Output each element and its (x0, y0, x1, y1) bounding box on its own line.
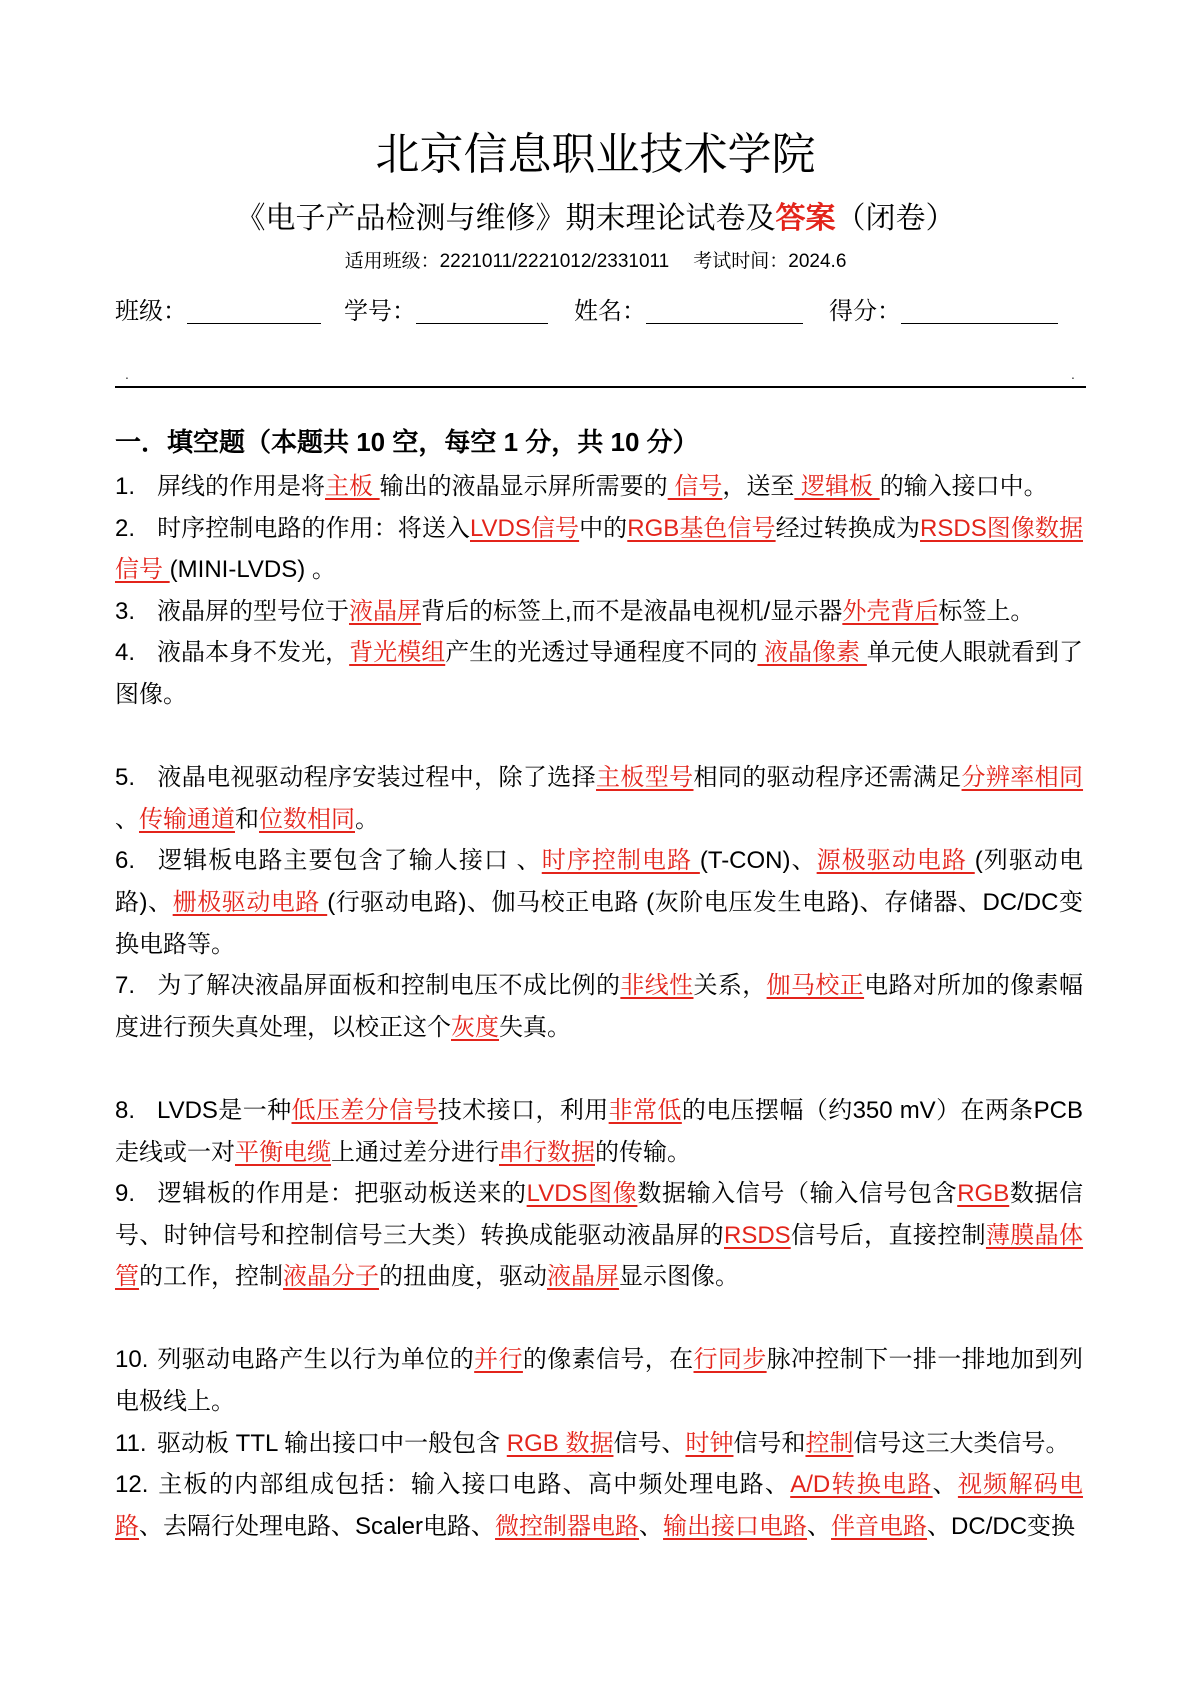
question-text: 、 (639, 1512, 664, 1540)
answer-text: LVDS图像 (526, 1180, 638, 1208)
question-number: 6. (115, 847, 136, 875)
question-text: 数据信号、时钟信号和控制信号三大类）转换成能驱动液晶屏的 (115, 1180, 1084, 1249)
answer-text: 栅极驱动电路 (172, 888, 328, 916)
exam-info (0, 249, 1191, 275)
question-text: 产生的光透过导通程度不同的 (445, 639, 758, 667)
question-text: 技术接口，利用 (437, 1096, 609, 1124)
question-6 (115, 840, 1083, 965)
answer-text: 源极驱动电路 (816, 847, 975, 875)
student-id-field (344, 296, 548, 328)
student-id-field-label: 学号： (344, 298, 416, 325)
question-text: 关系， (693, 972, 767, 1000)
answer-text: 位数相同 (259, 805, 355, 833)
question-text: 相同的驱动程序还需满足 (693, 764, 962, 792)
score-field-label: 得分： (829, 298, 901, 325)
student-fields (0, 296, 1191, 328)
name-field-blank[interactable] (646, 299, 803, 324)
question-list (115, 466, 1090, 1589)
answer-text: RGB基色信号 (627, 514, 776, 542)
answer-text: 伽马校正 (766, 972, 865, 1000)
question-number: 7. (115, 972, 136, 1000)
question-8 (115, 1090, 1083, 1173)
question-text: 时序控制电路的作用：将送入 (157, 514, 470, 542)
answer-text: 微控制器电路 (495, 1512, 640, 1540)
question-group (115, 466, 1083, 716)
question-10 (115, 1339, 1083, 1422)
question-text: 信号、 (613, 1429, 686, 1457)
question-1 (115, 466, 1083, 508)
answer-text: 外壳背后 (842, 597, 939, 625)
question-text: 逻辑板的作用是：把驱动板送来的 (157, 1180, 527, 1208)
question-text: 上通过差分进行 (331, 1138, 499, 1166)
answer-text: 行同步 (693, 1346, 767, 1374)
question-number: 5. (115, 764, 136, 792)
answer-text: 并行 (474, 1346, 523, 1374)
question-text: (T-CON)、 (699, 847, 817, 875)
question-text: 信号和 (733, 1429, 806, 1457)
answer-text: 低压差分信号 (291, 1096, 438, 1124)
exam-time-label: 考试时间： (693, 251, 789, 272)
answer-text: 背光模组 (349, 639, 446, 667)
question-text: 、DC/DC变换 (927, 1512, 1076, 1540)
student-id-field-blank[interactable] (416, 299, 548, 324)
question-text: LVDS是一种 (157, 1096, 292, 1124)
class-field (115, 296, 321, 328)
question-text: 、去隔行处理电路、Scaler电路、 (139, 1512, 496, 1540)
question-11 (115, 1423, 1083, 1465)
question-text: 驱动板 TTL 输出接口中一般包含 (157, 1429, 507, 1457)
answer-text: 液晶像素 (757, 639, 867, 667)
question-text: 和 (235, 805, 259, 833)
question-5 (115, 757, 1090, 840)
question-text: 。 (355, 805, 379, 833)
question-text: 数据输入信号（输入信号包含 (637, 1180, 958, 1208)
question-group (115, 1090, 1083, 1298)
question-text: 电路对所加的像素幅度进行预失真处理，以校正这个 (115, 972, 1084, 1041)
divider-mark-right: . (1071, 366, 1075, 382)
answer-text: 串行数据 (499, 1138, 595, 1166)
question-number: 4. (115, 639, 136, 667)
question-4 (115, 632, 1083, 715)
exam-title-answer-highlight: 答案 (775, 201, 836, 236)
question-2 (115, 508, 1083, 591)
score-field (829, 296, 1058, 328)
question-text: 为了解决液晶屏面板和控制电压不成比例的 (157, 972, 621, 1000)
answer-text: 薄膜晶体管 (115, 1221, 1084, 1291)
answer-text: 时序控制电路 (541, 847, 700, 875)
question-text: 主板的内部组成包括：输入接口电路、高中频处理电路、 (157, 1471, 791, 1499)
question-12 (115, 1464, 1083, 1547)
section-heading: 一．填空题（本题共 10 空，每空 1 分，共 10 分） (115, 427, 699, 457)
question-text: 液晶本身不发光， (157, 639, 350, 667)
question-text: (行驱动电路)、伽马校正电路 (灰阶电压发生电路)、存储器、DC/DC变换电路等。 (115, 888, 1083, 958)
answer-text: RSDS (724, 1221, 791, 1249)
question-text: 的像素信号，在 (522, 1346, 694, 1374)
answer-text: RSDS图像数据信号 (115, 514, 1083, 584)
score-field-blank[interactable] (901, 299, 1058, 324)
answer-text: 液晶屏 (547, 1263, 619, 1291)
answer-text: 非常低 (608, 1096, 682, 1124)
question-text: 列驱动电路产生以行为单位的 (157, 1346, 475, 1374)
answer-text: 视频解码电路 (115, 1471, 1084, 1540)
question-7 (115, 965, 1083, 1048)
exam-time-value: 2024.6 (788, 251, 847, 272)
answer-text: 分辨率相同 (961, 764, 1084, 792)
question-number: 9. (115, 1180, 136, 1208)
answer-text: 时钟 (685, 1429, 734, 1457)
question-group (115, 757, 1090, 1048)
classes-value: 2221011/2221012/2331011 (439, 251, 670, 272)
question-number: 8. (115, 1096, 136, 1124)
answer-text: 灰度 (451, 1013, 499, 1041)
answer-text: 信号 (667, 473, 723, 500)
answer-text: 非线性 (620, 972, 694, 1000)
answer-text: 液晶分子 (283, 1263, 379, 1291)
question-text: 、 (115, 764, 1090, 833)
answer-text: RGB (957, 1180, 1010, 1208)
question-3 (115, 591, 1083, 633)
question-text: 的传输。 (595, 1138, 691, 1166)
class-field-blank[interactable] (187, 299, 321, 324)
exam-title (0, 199, 1191, 239)
classes-label: 适用班级： (344, 251, 440, 272)
question-number: 2. (115, 514, 136, 542)
question-text: 输出的液晶显示屏所需要的 (379, 473, 668, 500)
answer-text: 主板 (325, 473, 380, 500)
question-text: 单元使人眼就看到了图像。 (115, 639, 1084, 708)
answer-text: 伴音电路 (831, 1512, 928, 1540)
answer-text: 逻辑板 (794, 473, 880, 500)
question-text: (MINI-LVDS) 。 (169, 556, 336, 584)
school-name: 北京信息职业技术学院 (375, 129, 816, 180)
answer-text: RGB 数据 (506, 1429, 614, 1457)
answer-text: A/D转换电路 (790, 1471, 933, 1499)
question-text: 、 (932, 1471, 958, 1499)
question-text: 、 (807, 1512, 832, 1540)
answer-text: 平衡电缆 (235, 1138, 331, 1166)
question-text: 液晶屏的型号位于 (157, 597, 349, 625)
question-text: 的输入接口中。 (879, 473, 1048, 500)
question-group (115, 1339, 1083, 1547)
answer-text: 液晶屏 (349, 597, 421, 625)
exam-title-suffix: （闭卷） (835, 201, 956, 236)
question-text: 逻辑板电路主要包含了输人接口 、 (157, 847, 542, 875)
question-number: 12. (115, 1471, 149, 1499)
question-text: 的工作，控制 (139, 1263, 283, 1291)
divider-mark-left: . (125, 366, 129, 382)
question-number: 1. (115, 473, 136, 500)
question-text: 液晶电视驱动程序安装过程中，除了选择 (157, 764, 596, 792)
question-text: 经过转换成为 (775, 514, 921, 542)
answer-text: 传输通道 (139, 805, 235, 833)
question-text: ，送至 (722, 473, 795, 500)
question-text: 的电压摆幅（约350 mV）在两条PCB走线或一对 (115, 1096, 1084, 1166)
question-text: (列驱动电路)、 (115, 847, 1083, 916)
question-text: 信号后，直接控制 (790, 1221, 986, 1249)
question-text: 中的 (579, 514, 628, 542)
name-field-label: 姓名： (574, 298, 646, 325)
question-text: 信号这三大类信号。 (853, 1429, 1070, 1457)
class-field-label: 班级： (115, 298, 187, 325)
question-text: 的扭曲度，驱动 (379, 1263, 547, 1291)
answer-text: LVDS信号 (469, 514, 580, 542)
answer-text: 主板型号 (596, 764, 694, 792)
answer-text: 输出接口电路 (663, 1512, 808, 1540)
question-text: 屏线的作用是将 (157, 473, 325, 500)
question-9 (115, 1173, 1083, 1298)
question-text: 失真。 (499, 1013, 571, 1041)
question-number: 11. (115, 1429, 147, 1457)
question-text: 显示图像。 (619, 1263, 739, 1291)
header-divider (115, 386, 1086, 388)
question-text: 背后的标签上,而不是液晶电视机/显示器 (421, 597, 843, 625)
name-field (574, 296, 803, 328)
question-text: 脉冲控制下一排一排地加到列电极线上。 (115, 1346, 1084, 1416)
question-number: 3. (115, 597, 136, 625)
question-number: 10. (115, 1346, 149, 1374)
answer-text: 控制 (805, 1429, 854, 1457)
question-text: 标签上。 (938, 597, 1035, 625)
exam-title-prefix: 《电子产品检测与维修》期末理论试卷及 (235, 201, 776, 236)
